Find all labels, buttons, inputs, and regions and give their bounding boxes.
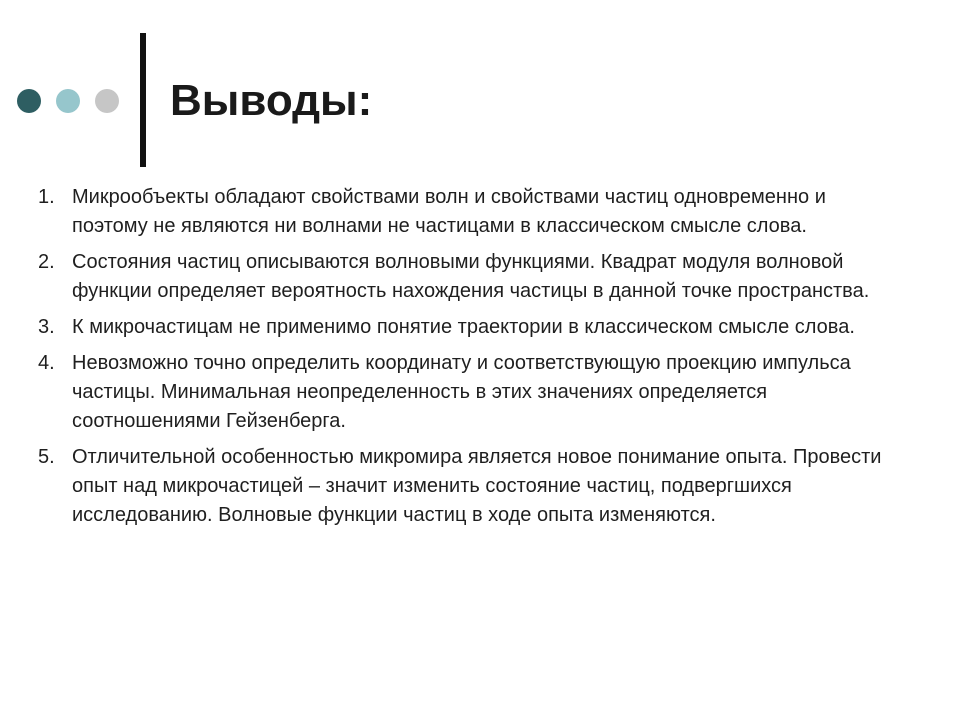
conclusions-list — [38, 183, 888, 537]
item-number: 3. — [38, 316, 55, 338]
item-number: 4. — [38, 352, 55, 374]
item-text: Микрообъекты обладают свойствами волн и свойствами частиц одновременно и поэтому не являются ни волнами не частицами в классическом смысле слова. — [72, 186, 826, 237]
decorative-dot-dark — [17, 89, 41, 113]
decorative-dot-teal — [56, 89, 80, 113]
item-number: 1. — [38, 186, 55, 208]
list-item — [38, 349, 888, 436]
item-text: Невозможно точно определить координату и соответствующую проекцию импульса частицы. Минимальная неопределенность в этих значениях определяется соотношениями Гейзенберга. — [72, 352, 851, 432]
list-item — [38, 248, 888, 306]
item-text: Отличительной особенностью микромира является новое понимание опыта. Провести опыт над микрочастицей – значит изменить состояние частиц, подвергшихся исследованию. Волновые функции частиц в ходе опыта изменяются. — [72, 446, 882, 526]
decorative-dot-gray — [95, 89, 119, 113]
slide-title: Выводы: — [170, 76, 373, 125]
list-item — [38, 313, 888, 342]
item-text: Состояния частиц описываются волновыми функциями. Квадрат модуля волновой функции определяет вероятность нахождения частицы в данной точке пространства. — [72, 251, 870, 302]
list-item — [38, 443, 888, 530]
item-text: К микрочастицам не применимо понятие траектории в классическом смысле слова. — [72, 316, 855, 338]
title-divider-bar — [140, 33, 146, 167]
list-item — [38, 183, 888, 241]
item-number: 2. — [38, 251, 55, 273]
item-number: 5. — [38, 446, 55, 468]
